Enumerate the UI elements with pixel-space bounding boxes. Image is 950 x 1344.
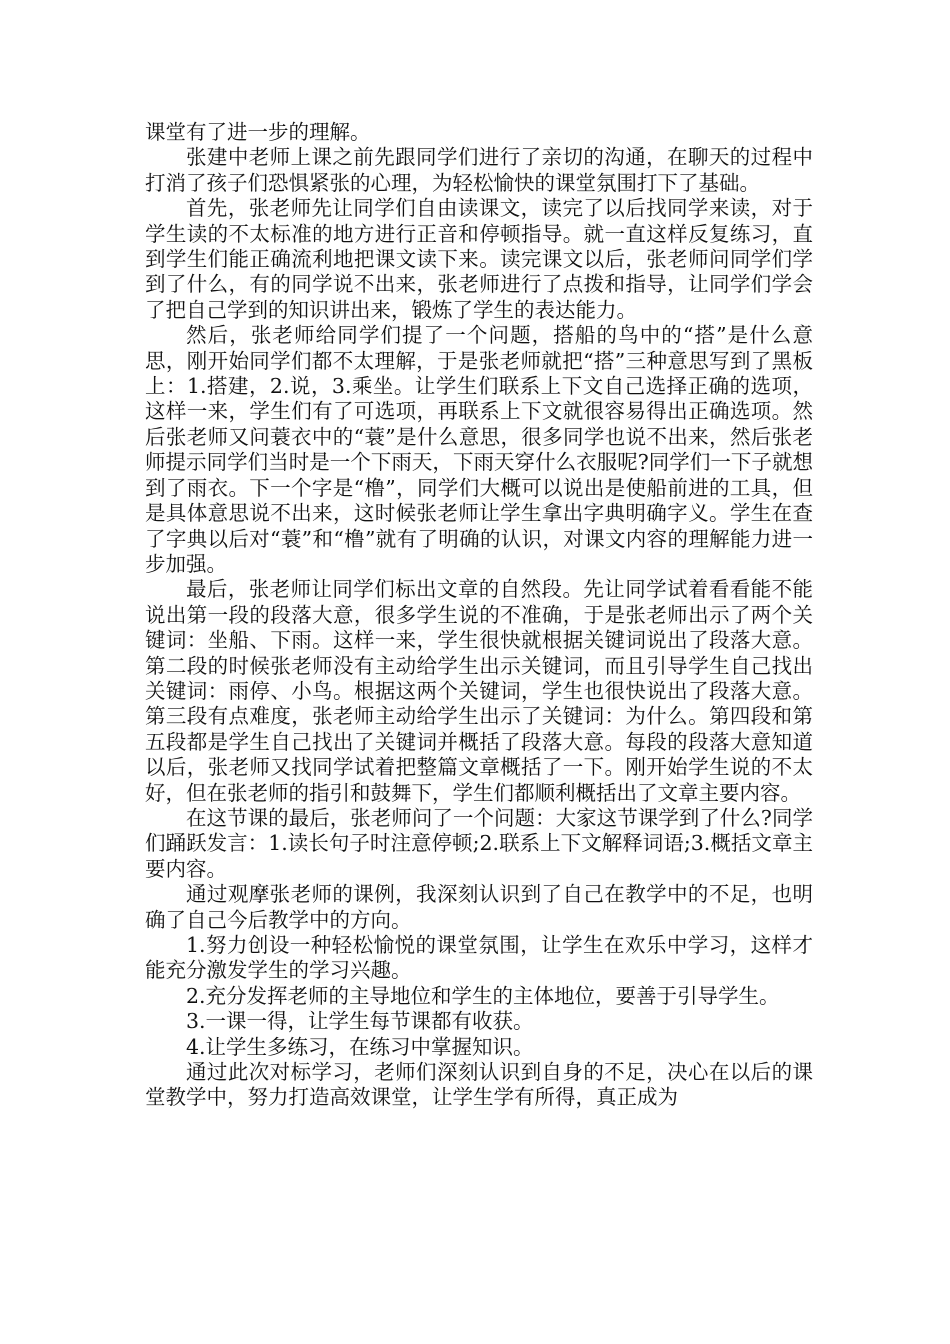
list-item-1: 1.努力创设一种轻松愉悦的课堂氛围，让学生在欢乐中学习，这样才能充分激发学生的学习兴趣。: [145, 933, 813, 983]
document-body: [145, 120, 813, 1111]
list-item-3: 3.一课一得，让学生每节课都有收获。: [186, 1009, 534, 1034]
paragraph-2: 张建中老师上课之前先跟同学们进行了亲切的沟通，在聊天的过程中打消了孩子们恐惧紧张的心理，为轻松愉快的课堂氛围打下了基础。: [145, 145, 813, 195]
paragraph-3: 首先，张老师先让同学们自由读课文，读完了以后找同学来读，对于学生读的不太标准的地方进行正音和停顿指导。就一直这样反复练习，直到学生们能正确流利地把课文读下来。读完课文以后，张老师问同学们学到了什么，有的同学说不出来，张老师进行了点拨和指导，让同学们学会了把自己学到的知识讲出来，锻炼了学生的表达能力。: [145, 196, 813, 322]
paragraph-6: 在这节课的最后，张老师问了一个问题：大家这节课学到了什么?同学们踊跃发言：1.读长句子时注意停顿;2.联系上下文解释词语;3.概括文章主要内容。: [145, 805, 813, 881]
paragraph-4: 然后，张老师给同学们提了一个问题，搭船的鸟中的“搭”是什么意思，刚开始同学们都不太理解，于是张老师就把“搭”三种意思写到了黑板上：1.搭建，2.说，3.乘坐。让学生们联系上下文自己选择正确的选项，这样一来，学生们有了可选项，再联系上下文就很容易得出正确选项。然后张老师又问蓑衣中的“蓑”是什么意思，很多同学也说不出来，然后张老师提示同学们当时是一个下雨天，下雨天穿什么衣服呢?同学们一下子就想到了雨衣。下一个字是“橹”，同学们大概可以说出是使船前进的工具，但是具体意思说不出来，这时候张老师让学生拿出字典明确字义。学生在查了字典以后对“蓑”和“橹”就有了明确的认识，对课文内容的理解能力进一步加强。: [145, 323, 813, 576]
paragraph-7: 通过观摩张老师的课例，我深刻认识到了自己在教学中的不足，也明确了自己今后教学中的方向。: [145, 882, 813, 932]
list-item-2: 2.充分发挥老师的主导地位和学生的主体地位，要善于引导学生。: [186, 983, 780, 1008]
paragraph-1: 课堂有了进一步的理解。: [145, 120, 371, 144]
paragraph-5: 最后，张老师让同学们标出文章的自然段。先让同学试着看看能不能说出第一段的段落大意，很多学生说的不准确，于是张老师出示了两个关键词：坐船、下雨。这样一来，学生很快就根据关键词说出了段落大意。第二段的时候张老师没有主动给学生出示关键词，而且引导学生自己找出关键词：雨停、小鸟。根据这两个关键词，学生也很快说出了段落大意。第三段有点难度，张老师主动给学生出示了关键词：为什么。第四段和第五段都是学生自己找出了关键词并概括了段落大意。每段的段落大意知道以后，张老师又找同学试着把整篇文章概括了一下。刚开始学生说的不太好，但在张老师的指引和鼓舞下，学生们都顺利概括出了文章主要内容。: [145, 577, 813, 805]
paragraph-8: 通过此次对标学习，老师们深刻认识到自身的不足，决心在以后的课堂教学中，努力打造高效课堂，让学生学有所得，真正成为: [145, 1060, 813, 1110]
list-item-4: 4.让学生多练习，在练习中掌握知识。: [186, 1034, 534, 1059]
